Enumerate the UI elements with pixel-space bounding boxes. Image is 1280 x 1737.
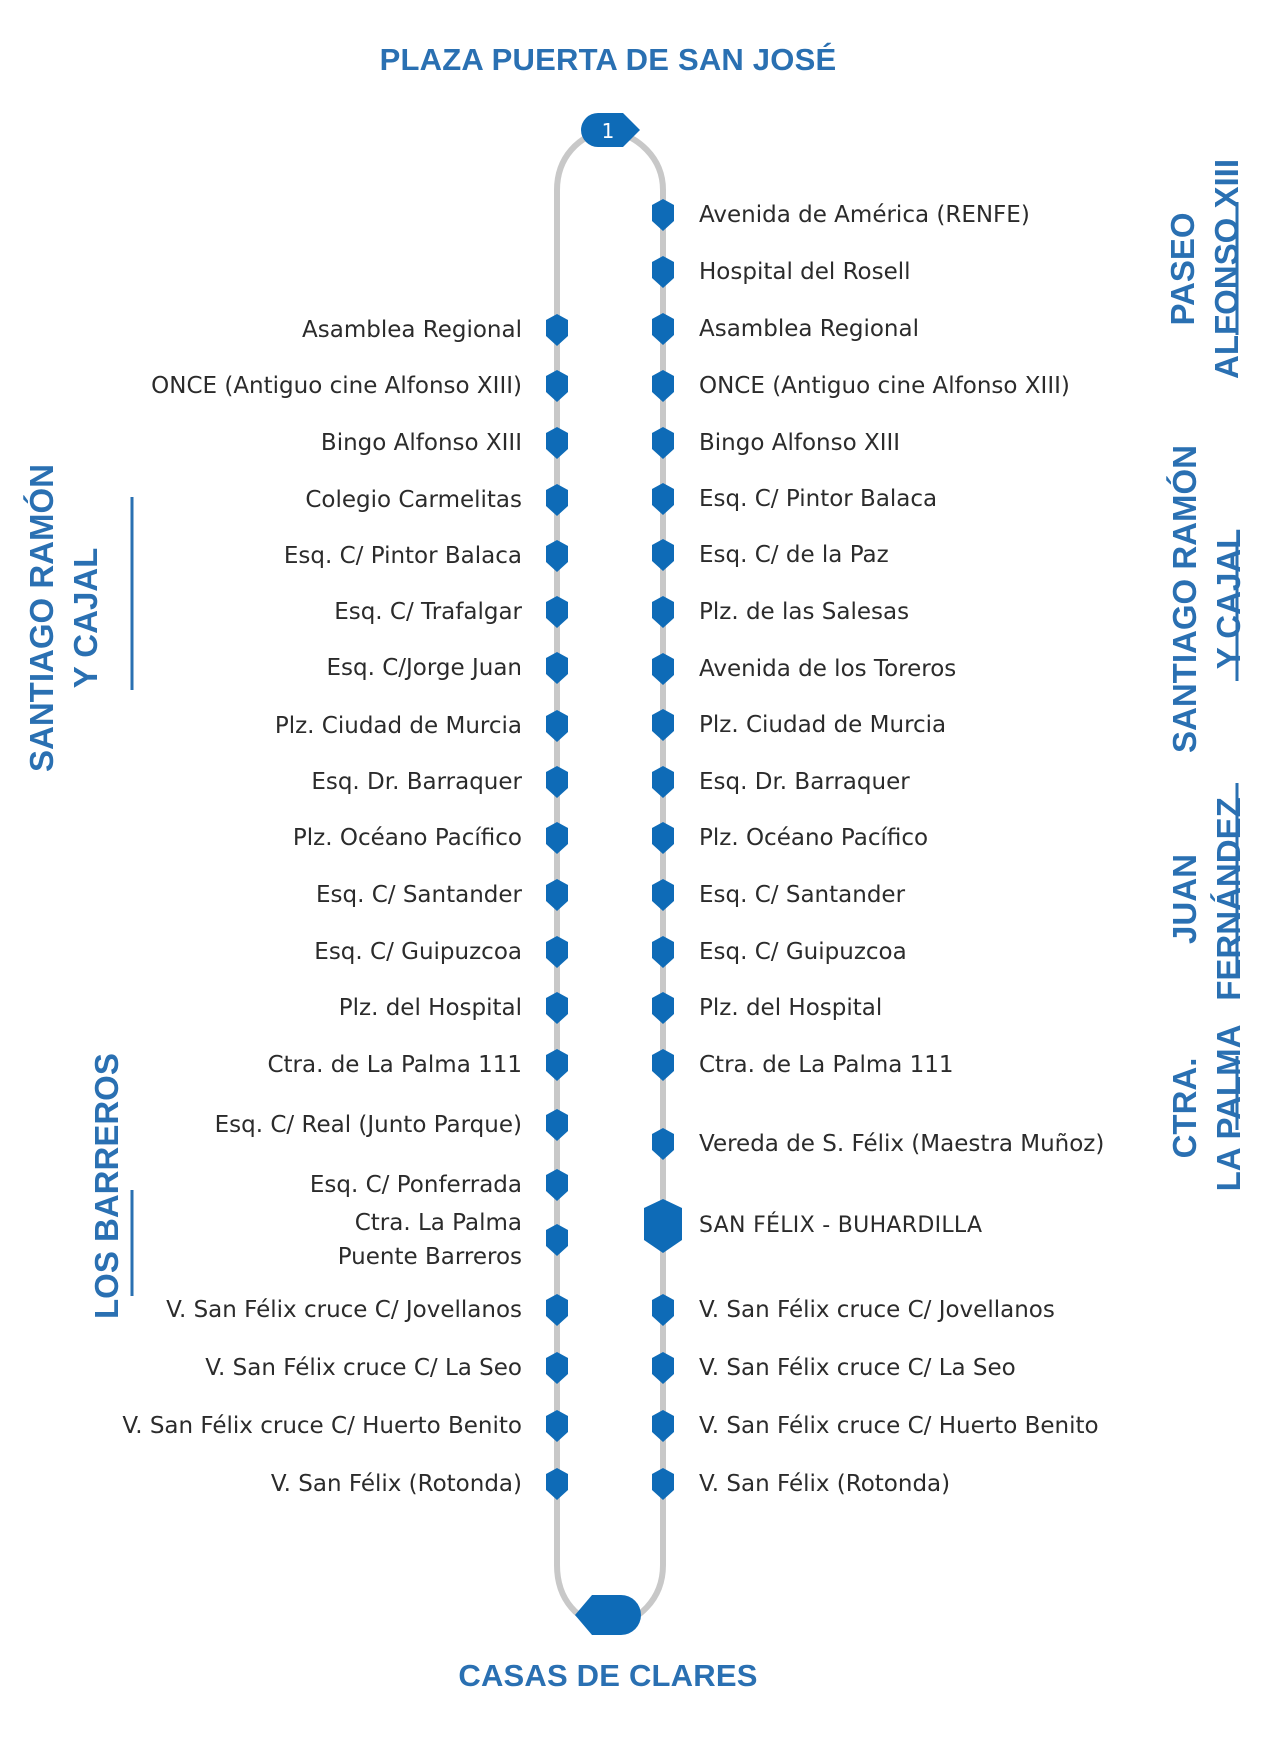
left-stop-label: Bingo Alfonso XIII <box>320 430 522 456</box>
right-stop-label: Bingo Alfonso XIII <box>699 430 901 456</box>
stop-marker <box>652 653 674 685</box>
street-line: JUAN <box>1166 854 1203 944</box>
stop-marker <box>652 1352 674 1384</box>
street-line: CTRA. <box>1166 1057 1203 1159</box>
right-stop-label: V. San Félix (Rotonda) <box>699 1471 951 1497</box>
left-stop-label: Plz. Ciudad de Murcia <box>274 713 522 739</box>
left-stop-label: Esq. C/ Trafalgar <box>334 599 522 625</box>
stop-marker <box>652 539 674 571</box>
street-juan-fernandez <box>1163 779 1251 1019</box>
street-line: Y CAJAL <box>67 547 104 689</box>
stop-marker <box>546 992 568 1024</box>
stop-marker <box>652 1468 674 1500</box>
destination-title: CASAS DE CLARES <box>458 1658 758 1693</box>
stop-marker <box>546 1109 568 1141</box>
right-stop-label: V. San Félix cruce C/ Jovellanos <box>699 1297 1055 1323</box>
route-track <box>557 130 663 1628</box>
left-stop-label: Esq. C/ Ponferrada <box>309 1172 522 1198</box>
left-stop-label: Esq. C/ Real (Junto Parque) <box>214 1112 522 1138</box>
street-line: LOS BARREROS <box>88 1053 125 1319</box>
right-stop-label: Avenida de los Toreros <box>699 656 957 682</box>
stop-marker <box>652 199 674 231</box>
line-number: 1 <box>601 119 615 143</box>
left-stop-label: Plz. del Hospital <box>338 995 522 1021</box>
stop-marker <box>652 313 674 345</box>
street-ctra-la-palma <box>1163 993 1251 1223</box>
right-stop-label: V. San Félix cruce C/ La Seo <box>699 1355 1016 1381</box>
stop-marker <box>546 1049 568 1081</box>
right-stop-label: ONCE (Antiguo cine Alfonso XIII) <box>699 373 1070 399</box>
left-stop-label: Ctra. de La Palma 111 <box>267 1052 522 1078</box>
stop-marker <box>546 314 568 346</box>
left-stop-label: Esq. Dr. Barraquer <box>311 769 522 795</box>
street-line: ALFONSO XIII <box>1208 159 1245 380</box>
left-stop-label: V. San Félix (Rotonda) <box>270 1471 522 1497</box>
street-line: SANTIAGO RAMÓN <box>1166 445 1203 753</box>
right-stop-label: Ctra. de La Palma 111 <box>699 1052 954 1078</box>
right-stop-label: Plz. de las Salesas <box>699 599 910 625</box>
street-line: FERNÁNDEZ <box>1210 797 1247 1001</box>
left-stop-label: Esq. C/ Guipuzcoa <box>314 939 522 965</box>
stop-marker <box>546 1169 568 1201</box>
stop-marker <box>546 427 568 459</box>
end-terminal-shape <box>575 1595 641 1635</box>
street-line: Y CAJAL <box>1210 528 1247 670</box>
stop-marker <box>652 370 674 402</box>
stop-marker <box>652 879 674 911</box>
right-stop-label: Esq. C/ Santander <box>699 882 906 908</box>
stop-marker <box>546 1468 568 1500</box>
street-line: PASEO <box>1164 212 1201 326</box>
stop-marker <box>546 652 568 684</box>
stop-marker <box>652 256 674 288</box>
right-stop-label: Plz. del Hospital <box>699 995 883 1021</box>
stop-marker <box>652 1410 674 1442</box>
stop-marker <box>652 483 674 515</box>
left-stop-label: Asamblea Regional <box>302 317 522 343</box>
stop-marker <box>546 370 568 402</box>
stop-marker <box>652 822 674 854</box>
major-stop-marker <box>644 1199 682 1253</box>
right-stop-label: Esq. C/ Pintor Balaca <box>699 486 938 512</box>
right-stop-label: Vereda de S. Félix (Maestra Muñoz) <box>699 1131 1105 1157</box>
right-stop-label: Esq. C/ de la Paz <box>699 542 889 568</box>
street-line: SANTIAGO RAMÓN <box>23 464 60 772</box>
stop-marker <box>652 1049 674 1081</box>
stop-marker <box>546 1352 568 1384</box>
stop-marker <box>546 936 568 968</box>
right-stop-label: Asamblea Regional <box>699 316 919 342</box>
stop-marker <box>652 992 674 1024</box>
stop-marker <box>546 1224 568 1256</box>
left-stop-label: V. San Félix cruce C/ Jovellanos <box>166 1297 522 1323</box>
stop-marker <box>652 1294 674 1326</box>
stop-marker <box>546 822 568 854</box>
left-stop-label: Ctra. La Palma Puente Barreros <box>337 1210 522 1270</box>
stop-marker <box>652 1128 674 1160</box>
street-paseo-alfonso <box>1161 129 1249 409</box>
stop-marker <box>652 936 674 968</box>
street-los-barreros <box>85 1053 129 1319</box>
stop-marker <box>652 709 674 741</box>
stop-marker <box>546 540 568 572</box>
left-stop-label: Plz. Océano Pacífico <box>292 825 522 851</box>
left-stop-label: V. San Félix cruce C/ La Seo <box>205 1355 522 1381</box>
right-stop-label: V. San Félix cruce C/ Huerto Benito <box>699 1413 1099 1439</box>
street-santiago-ramon-left <box>20 453 108 783</box>
line-start-marker <box>581 113 640 147</box>
stop-marker <box>546 1410 568 1442</box>
street-santiago-ramon-right <box>1163 434 1251 764</box>
street-line: LA PALMA <box>1210 1024 1247 1192</box>
right-stop-label: Esq. Dr. Barraquer <box>699 769 910 795</box>
stop-marker <box>546 484 568 516</box>
left-stop-label: V. San Félix cruce C/ Huerto Benito <box>122 1413 522 1439</box>
left-stop-label: Esq. C/ Santander <box>315 882 522 908</box>
right-stop-label: Plz. Océano Pacífico <box>699 825 929 851</box>
stop-marker <box>546 879 568 911</box>
stop-marker <box>652 596 674 628</box>
left-stop-label: ONCE (Antiguo cine Alfonso XIII) <box>151 373 522 399</box>
stop-marker <box>546 596 568 628</box>
stop-marker <box>546 710 568 742</box>
origin-title: PLAZA PUERTA DE SAN JOSÉ <box>379 42 837 77</box>
right-stop-label: SAN FÉLIX - BUHARDILLA <box>699 1213 983 1238</box>
stop-marker <box>652 766 674 798</box>
stop-marker <box>546 1294 568 1326</box>
right-stop-label: Plz. Ciudad de Murcia <box>699 712 947 738</box>
left-stop-label: Esq. C/Jorge Juan <box>326 655 522 681</box>
right-stop-label: Esq. C/ Guipuzcoa <box>699 939 907 965</box>
stop-marker <box>546 766 568 798</box>
right-stop-label: Avenida de América (RENFE) <box>699 202 1030 228</box>
stop-marker <box>652 427 674 459</box>
left-stop-label: Esq. C/ Pintor Balaca <box>283 543 522 569</box>
left-stop-label: Colegio Carmelitas <box>305 487 522 513</box>
right-stop-label: Hospital del Rosell <box>699 259 911 285</box>
